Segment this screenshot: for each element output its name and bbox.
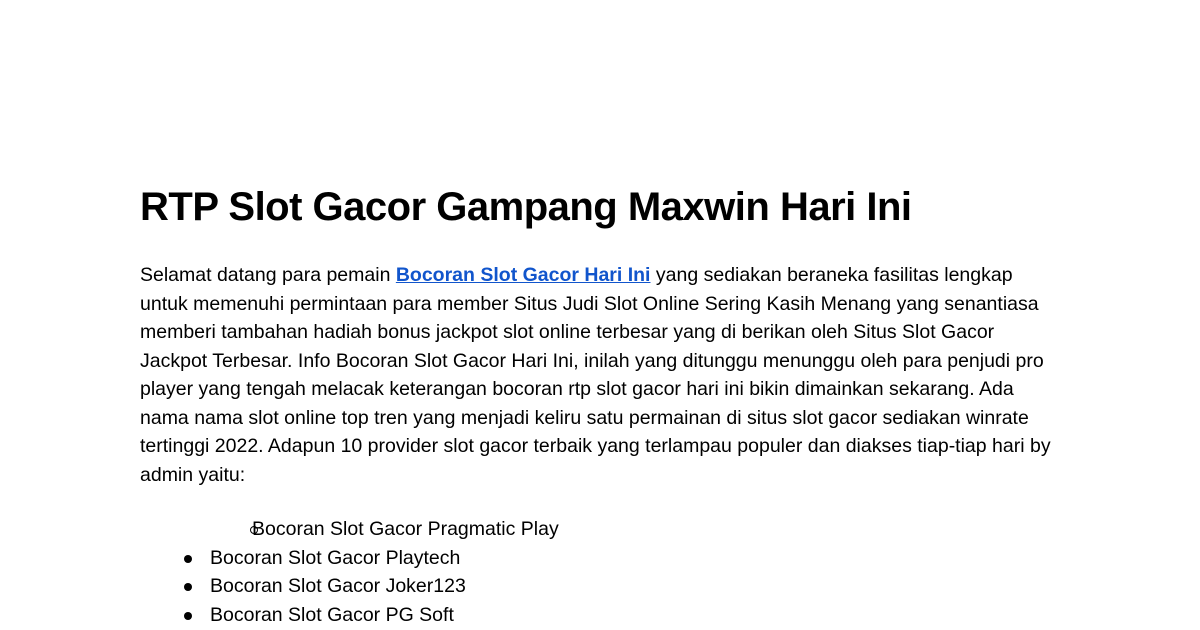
page-title: RTP Slot Gacor Gampang Maxwin Hari Ini xyxy=(140,185,912,229)
list-item xyxy=(140,601,1060,630)
list-item xyxy=(140,515,1060,544)
intro-paragraph xyxy=(140,261,1060,489)
provider-list xyxy=(140,515,1060,629)
document-body xyxy=(140,184,1060,629)
list-item-label: Bocoran Slot Gacor Playtech xyxy=(210,546,461,569)
circle-filled-bullet-icon xyxy=(184,612,192,620)
bocoran-slot-gacor-link[interactable]: Bocoran Slot Gacor Hari Ini xyxy=(395,264,651,287)
list-item-label: Bocoran Slot Gacor PG Soft xyxy=(210,603,454,626)
circle-filled-bullet-icon xyxy=(184,583,192,591)
paragraph-text-after-link: yang sediakan beraneka fasilitas lengkap untuk memenuhi permintaan para member Situs Judi Slot Online Sering Kasih Menang yang senantiasa memberi tambahan hadiah bonus jackpot slot online terbesar yang di berikan oleh Situs Slot Gacor Jackpot Terbesar. Info Bocoran Slot Gacor Hari Ini, inilah yang ditunggu menunggu oleh para penjudi pro player yang tengah melacak keterangan bocoran rtp slot gacor hari ini bikin dimainkan sekarang. Ada nama nama slot online top tren yang menjadi keliru satu permainan di situs slot gacor sediakan winrate tertinggi 2022. Adapun 10 provider slot gacor terbaik yang terlampau populer dan diakses tiap-tiap hari by admin yaitu: xyxy=(140,264,1051,486)
circle-filled-bullet-icon xyxy=(184,555,192,563)
list-item xyxy=(140,572,1060,601)
list-item-label: Bocoran Slot Gacor Pragmatic Play xyxy=(252,518,559,541)
list-item-label: Bocoran Slot Gacor Joker123 xyxy=(210,575,466,598)
paragraph-text-before-link: Selamat datang para pemain xyxy=(140,264,396,287)
list-item xyxy=(140,544,1060,573)
